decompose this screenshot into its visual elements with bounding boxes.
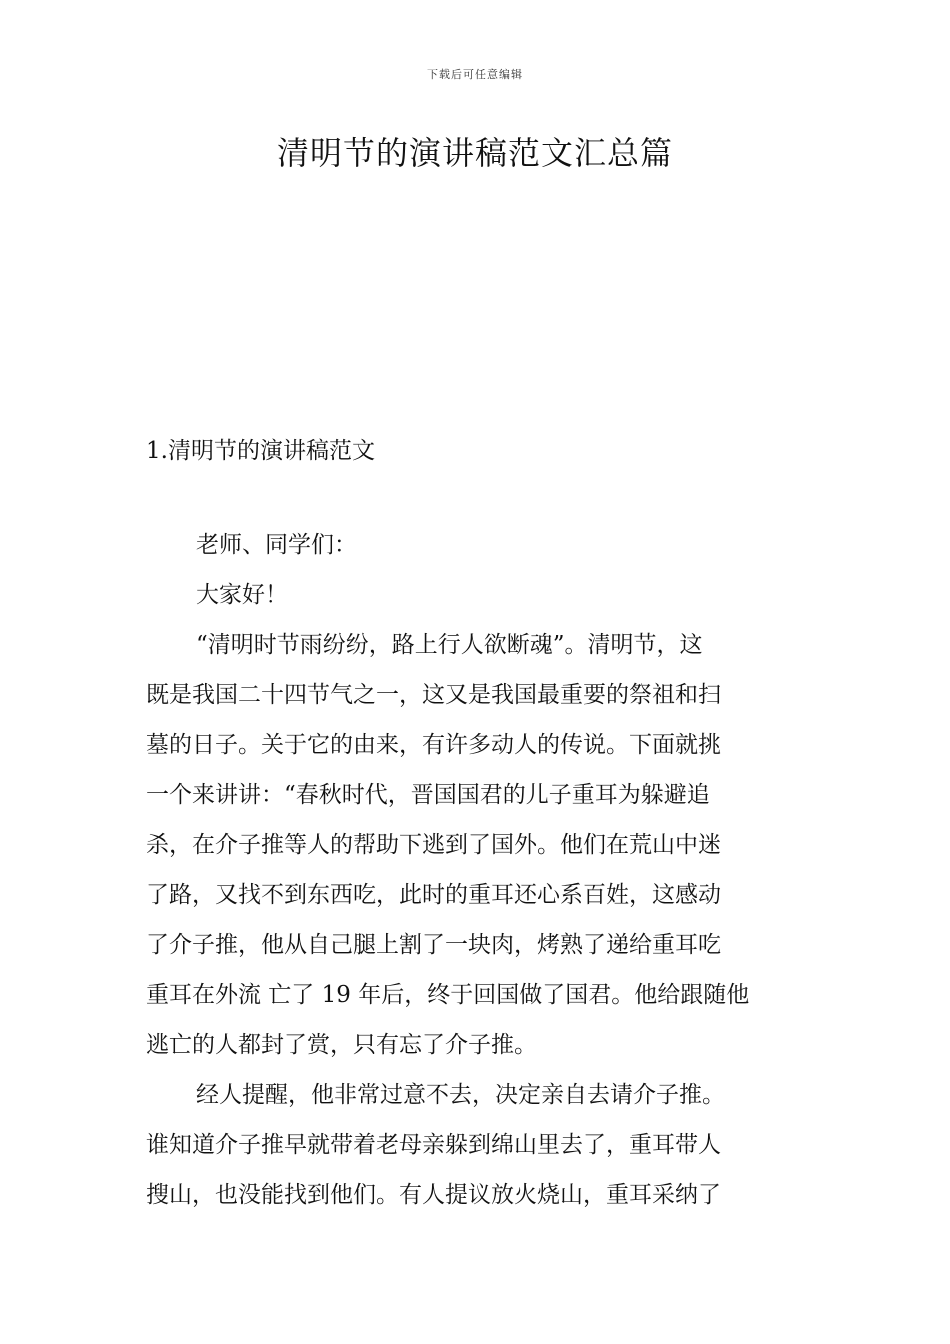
paragraph-line: 重耳在外流 亡了 19 年后，终于回国做了国君。他给跟随他	[146, 982, 750, 1008]
section-heading: 1.清明节的演讲稿范文	[146, 438, 375, 464]
paragraph-line: 一个来讲讲：“春秋时代，晋国国君的儿子重耳为躲避追	[146, 782, 710, 808]
body-text	[146, 520, 806, 1220]
salutation-line: 老师、同学们：	[196, 532, 357, 558]
paragraph-line: 搜山，也没能找到他们。有人提议放火烧山，重耳采纳了	[146, 1182, 721, 1208]
paragraph-line: 既是我国二十四节气之一，这又是我国最重要的祭祖和扫	[146, 682, 721, 708]
paragraph-line: 逃亡的人都封了赏，只有忘了介子推。	[146, 1032, 537, 1058]
header-note: 下载后可任意编辑	[427, 68, 523, 81]
paragraph-line: 谁知道介子推早就带着老母亲躲到绵山里去了，重耳带人	[146, 1132, 721, 1158]
paragraph-line: 墓的日子。关于它的由来，有许多动人的传说。下面就挑	[146, 732, 721, 758]
greeting-line: 大家好！	[196, 582, 288, 608]
document-title: 清明节的演讲稿范文汇总篇	[276, 134, 673, 172]
paragraph-line: 了介子推，他从自己腿上割了一块肉，烤熟了递给重耳吃	[146, 932, 721, 958]
paragraph-line: 经人提醒，他非常过意不去，决定亲自去请介子推。	[196, 1082, 725, 1108]
paragraph-line: 杀，在介子推等人的帮助下逃到了国外。他们在荒山中迷	[146, 832, 721, 858]
paragraph-line: 了路，又找不到东西吃，此时的重耳还心系百姓，这感动	[146, 882, 721, 908]
paragraph-line: “清明时节雨纷纷，路上行人欲断魂”。清明节，这	[196, 632, 703, 658]
